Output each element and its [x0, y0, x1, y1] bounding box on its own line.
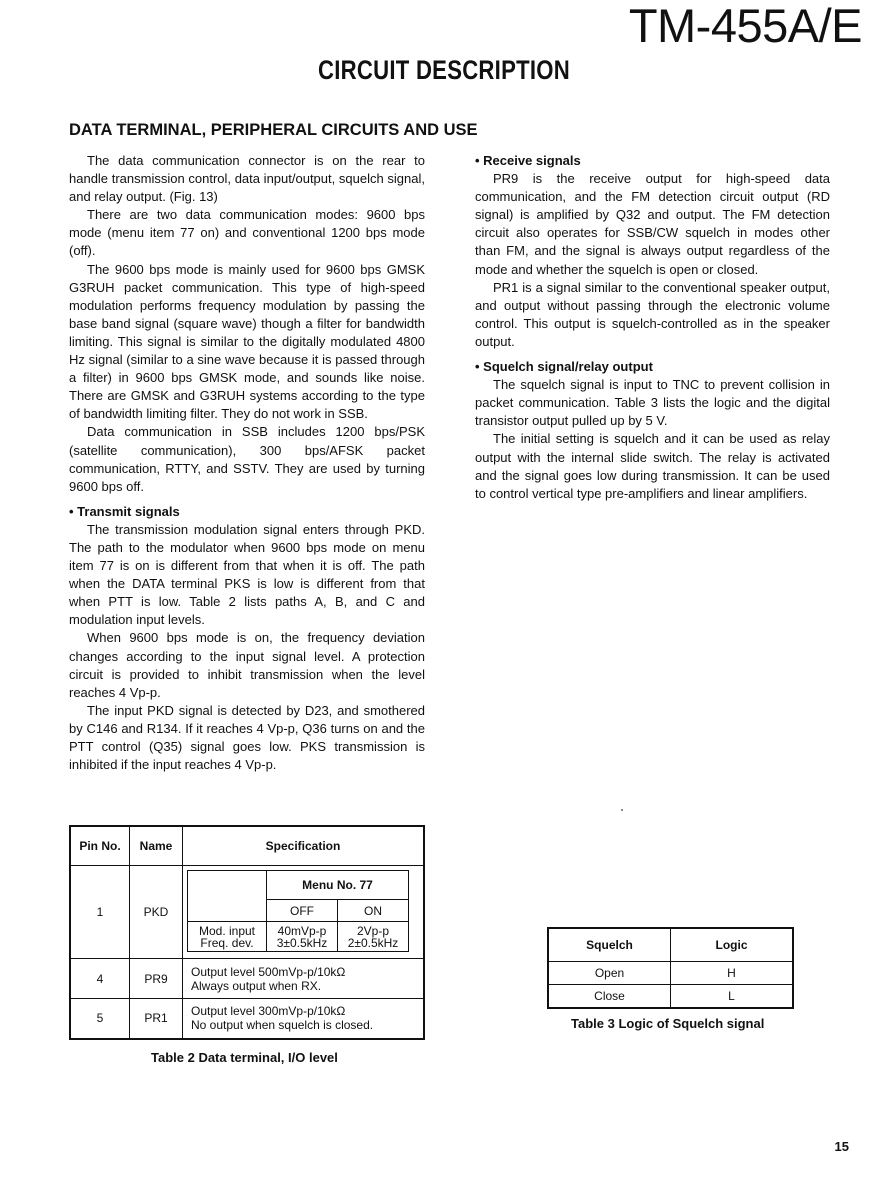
table2-caption: Table 2 Data terminal, I/O level: [151, 1050, 338, 1065]
table-header-row: [70, 826, 424, 866]
table-row: [548, 985, 793, 1009]
table-row: [70, 959, 424, 999]
name-cell: PR9: [130, 959, 183, 999]
scan-mark: [621, 809, 623, 811]
page-number: 15: [834, 1139, 849, 1154]
data-terminal-table: [69, 825, 425, 1040]
spec-cell: [183, 999, 425, 1039]
spec-line: Always output when RX.: [191, 978, 322, 993]
mod-input-on: 2Vp-p: [356, 923, 390, 938]
table-row: [70, 999, 424, 1039]
off-header-cell: OFF: [267, 900, 338, 922]
mod-input-off: 40mVp-p: [277, 923, 327, 938]
logic-cell: L: [671, 985, 794, 1009]
blank-cell: [188, 871, 267, 900]
page-title: CIRCUIT DESCRIPTION: [318, 55, 570, 85]
logic-cell: H: [671, 962, 794, 985]
paragraph: The transmission modulation signal enters through PKD. The path to the modulator when 9600 bps mode on menu item 77 is on is different from that when it is off. The path when the DATA terminal PKS is low is different from that when PTT is low. Table 2 lists paths A, B, and C and modulation input levels.: [69, 521, 425, 628]
on-header-cell: ON: [338, 900, 409, 922]
squelch-relay-heading: • Squelch signal/relay output: [475, 359, 653, 375]
spec-line: Output level 300mVp-p/10kΩ: [191, 1004, 346, 1019]
table-header-cell: Specification: [183, 826, 425, 866]
spec-line: Output level 500mVp-p/10kΩ: [191, 964, 346, 979]
paragraph: When 9600 bps mode is on, the frequency deviation changes according to the input signal level. A protection circuit is provided to inhibit transmission when the level reaches 4 Vp-p.: [69, 630, 425, 700]
right-column: [475, 152, 830, 503]
squelch-logic-table: [547, 927, 794, 1009]
freq-dev-on: 2±0.5kHz: [347, 935, 399, 950]
freq-dev-off: 3±0.5kHz: [276, 935, 328, 950]
paragraph: The data communication connector is on the rear to handle transmission control, data input/output, squelch signal, and relay output. (Fig. 13): [69, 153, 425, 205]
menu-77-subtable: [187, 870, 409, 952]
paragraph: The squelch signal is input to TNC to prevent collision in packet communication. Table 3 lists the logic and the digital transistor output pulled up by 5 V.: [475, 377, 830, 429]
squelch-cell: Close: [548, 985, 671, 1009]
paragraph: PR1 is a signal similar to the conventional speaker output, and output without passing through the electronic volume control. This output is squelch-controlled as in the speaker output.: [475, 279, 830, 349]
squelch-cell: Open: [548, 962, 671, 985]
table-header-cell: Name: [130, 826, 183, 866]
table-row: [548, 962, 793, 985]
menu-header-cell: Menu No. 77: [267, 871, 409, 900]
receive-signals-heading: • Receive signals: [475, 153, 581, 168]
name-cell: PKD: [130, 866, 183, 959]
transmit-signals-heading: • Transmit signals: [69, 503, 180, 519]
blank-cell: [188, 900, 267, 922]
paragraph: There are two data communication modes: 9600 bps mode (menu item 77 on) and conventional 1200 bps mode (off).: [69, 207, 425, 259]
spec-line: No output when squelch is closed.: [191, 1018, 374, 1033]
table-header-cell: Logic: [671, 928, 794, 962]
off-value-cell: [267, 922, 338, 952]
freq-dev-label: Freq. dev.: [200, 935, 254, 950]
model-number: TM-455A/E: [628, 0, 862, 52]
name-cell: PR1: [130, 999, 183, 1039]
pin-cell: 4: [70, 959, 130, 999]
paragraph: The 9600 bps mode is mainly used for 9600 bps GMSK G3RUH packet communication. This type of high-speed modulation performs frequency modulation by passing the base band signal (square wave) though a filter for bandwidth limiting. This signal is similar to the digitally modulated 4800 Hz signal (similar to a sine wave because it is passed through a filter) in 9600 bps GMSK mode, and sounds like noise. There are GMSK and G3RUH systems according to the type of bandwidth limiting filter. They do not work in SSB.: [69, 261, 425, 422]
spec-cell: [183, 866, 425, 959]
paragraph: The initial setting is squelch and it can be used as relay output with the internal slide switch. The relay is activated and the signal goes low during transmission. It can be used to control vertical type pre-amplifiers and linear amplifiers.: [475, 431, 830, 501]
pin-cell: 5: [70, 999, 130, 1039]
on-value-cell: [338, 922, 409, 952]
left-column: [69, 152, 425, 774]
spec-cell: [183, 959, 425, 999]
table-header-cell: Pin No.: [70, 826, 130, 866]
table3-caption: Table 3 Logic of Squelch signal: [571, 1016, 765, 1031]
paragraph: Data communication in SSB includes 1200 bps/PSK (satellite communication), 300 bps/AFSK packet communication, RTTY, and SSTV. They are used by turning 9600 bps off.: [69, 424, 425, 494]
table-header-row: [548, 928, 793, 962]
table-row: [70, 866, 424, 959]
paragraph: The input PKD signal is detected by D23, and smothered by C146 and R134. If it reaches 4 Vp-p, Q36 turns on and the PTT control (Q35) signal goes low. PKS transmission is inhibited if the input reaches 4 Vp-p.: [69, 702, 425, 773]
paragraph: PR9 is the receive output for high-speed data communication, and the FM detection circuit output (RD signal) is amplified by Q32 and output. The FM detection circuit also operates for SSB/CW squelch in modes other than FM, and the signal is always output regardless of the mode and whether the squelch is open or closed.: [475, 171, 830, 277]
row-label-cell: [188, 922, 267, 952]
pin-cell: 1: [70, 866, 130, 959]
table-header-cell: Squelch: [548, 928, 671, 962]
section-heading: DATA TERMINAL, PERIPHERAL CIRCUITS AND USE: [69, 121, 478, 139]
mod-input-label: Mod. input: [198, 923, 256, 938]
